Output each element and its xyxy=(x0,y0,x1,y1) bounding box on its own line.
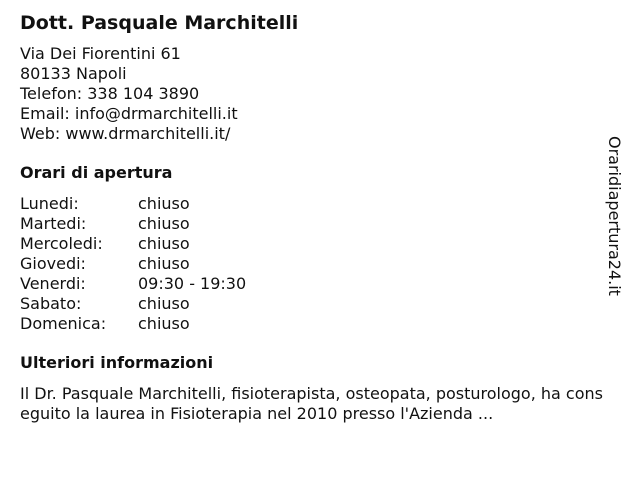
hours-row-thursday xyxy=(20,254,610,274)
hours-row-saturday xyxy=(20,294,610,314)
info-heading: Ulteriori informazioni xyxy=(20,353,214,372)
address-city: 80133 Napoli xyxy=(20,64,127,83)
hours-row-sunday xyxy=(20,314,610,334)
day-label: Martedi: xyxy=(20,214,87,233)
day-label: Sabato: xyxy=(20,294,82,313)
day-label: Lunedi: xyxy=(20,194,79,213)
email-text: Email: info@drmarchitelli.it xyxy=(20,104,238,123)
time-value: chiuso xyxy=(138,214,190,233)
time-value: chiuso xyxy=(138,314,190,333)
business-card xyxy=(20,10,610,424)
hours-table xyxy=(20,194,610,334)
site-watermark: Oraridiapertura24.it xyxy=(605,136,624,296)
hours-heading: Orari di apertura xyxy=(20,163,173,182)
hours-row-wednesday xyxy=(20,234,610,254)
day-label: Venerdi: xyxy=(20,274,86,293)
hours-row-tuesday xyxy=(20,214,610,234)
business-name: Dott. Pasquale Marchitelli xyxy=(20,12,299,34)
hours-row-friday xyxy=(20,274,610,294)
website-text: Web: www.drmarchitelli.it/ xyxy=(20,124,231,143)
hours-row-monday xyxy=(20,194,610,214)
day-label: Giovedi: xyxy=(20,254,86,273)
time-value: 09:30 - 19:30 xyxy=(138,274,247,293)
day-label: Mercoledi: xyxy=(20,234,103,253)
day-label: Domenica: xyxy=(20,314,107,333)
time-value: chiuso xyxy=(138,254,190,273)
phone-text: Telefon: 338 104 3890 xyxy=(20,84,200,103)
time-value: chiuso xyxy=(138,294,190,313)
time-value: chiuso xyxy=(138,194,190,213)
address-street: Via Dei Fiorentini 61 xyxy=(20,44,181,63)
time-value: chiuso xyxy=(138,234,190,253)
info-description: Il Dr. Pasquale Marchitelli, fisioterapista, osteopata, posturologo, ha conseguito la laurea in Fisioterapia nel 2010 presso l'Azienda ... xyxy=(20,384,603,423)
contact-block xyxy=(20,44,610,144)
